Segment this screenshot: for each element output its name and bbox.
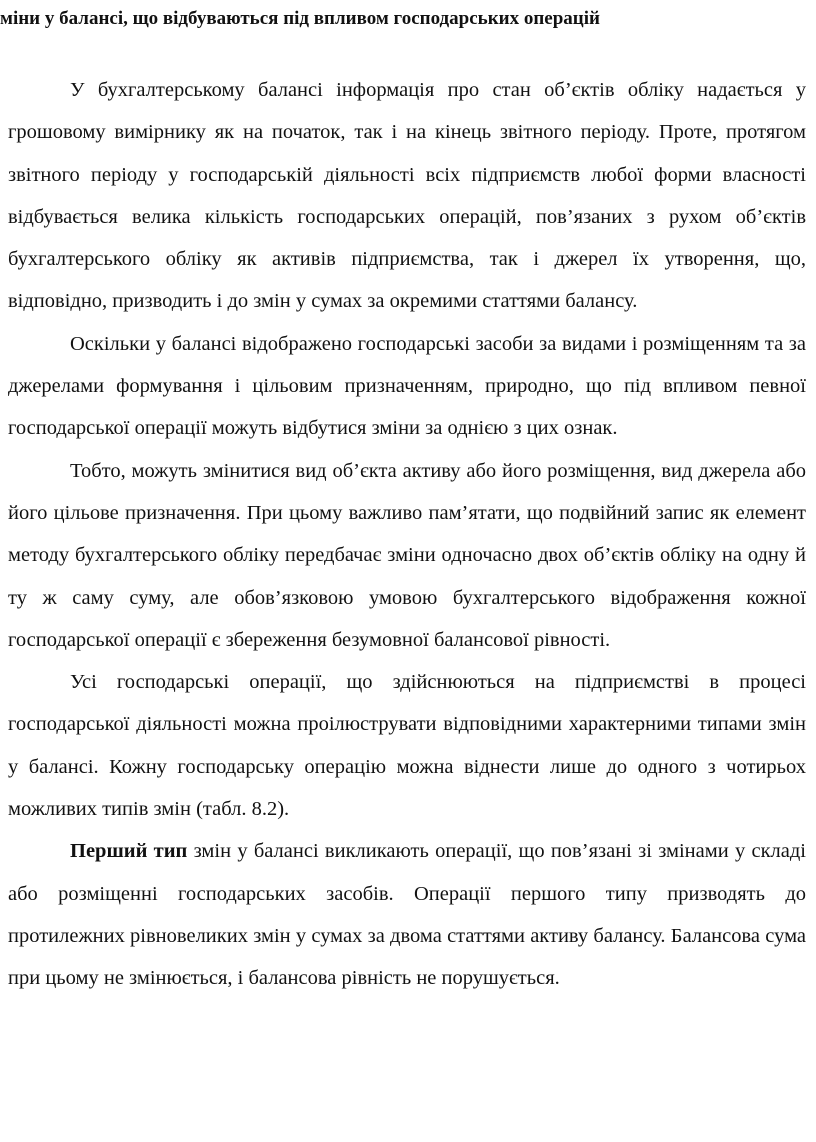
paragraph-balance-structure: Оскільки у балансі відображено господарські засоби за видами і розміщенням та за джерелами формування і цільовим призначенням, природно, що під впливом певної господарської операції можуть відбутися зміни за однією з цих ознак. <box>8 332 806 440</box>
paragraph-first-type <box>8 830 806 999</box>
section-heading: міни у балансі, що відбуваються під впливом господарських операцій <box>0 8 600 29</box>
first-type-term: Перший тип <box>70 840 188 863</box>
paragraph-double-entry: Тобто, можуть змінитися вид об’єкта активу або його розміщення, вид джерела або його цільове призначення. При цьому важливо пам’ятати, що подвійний запис як елемент методу бухгалтерського обліку передбачає зміни одночасно двох об’єктів обліку на одну й ту ж саму суму, але обов’язковою умовою бухгалтерського відображення кожної господарської операції є збереження безумовної балансової рівності. <box>8 459 806 651</box>
paragraph-change-types: Усі господарські операції, що здійснюються на підприємстві в процесі господарської діяльності можна проілюструвати відповідними характерними типами змін у балансі. Кожну господарську операцію можна віднести лише до одного з чотирьох можливих типів змін (табл. 8.2). <box>8 671 806 821</box>
paragraph-balance-info: У бухгалтерському балансі інформація про стан об’єктів обліку надається у грошовому вимірнику як на початок, так і на кінець звітного періоду. Проте, протягом звітного періоду у господарській діяльності всіх підприємств любої форми власності відбувається велика кількість господарських операцій, пов’язаних з рухом об’єктів бухгалтерського обліку як активів підприємства, так і джерел їх утворення, що, відповідно, призводить і до змін у сумах за окремими статтями балансу. <box>8 79 806 313</box>
first-type-description: змін у балансі викликають операції, що пов’язані зі змінами у складі або розміщенні господарських засобів. Операції першого типу призводять до протилежних рівновеликих змін у сумах за двома статтями активу балансу. Балансова сума при цьому не змінюється, і балансова рівність не порушується. <box>8 840 806 990</box>
